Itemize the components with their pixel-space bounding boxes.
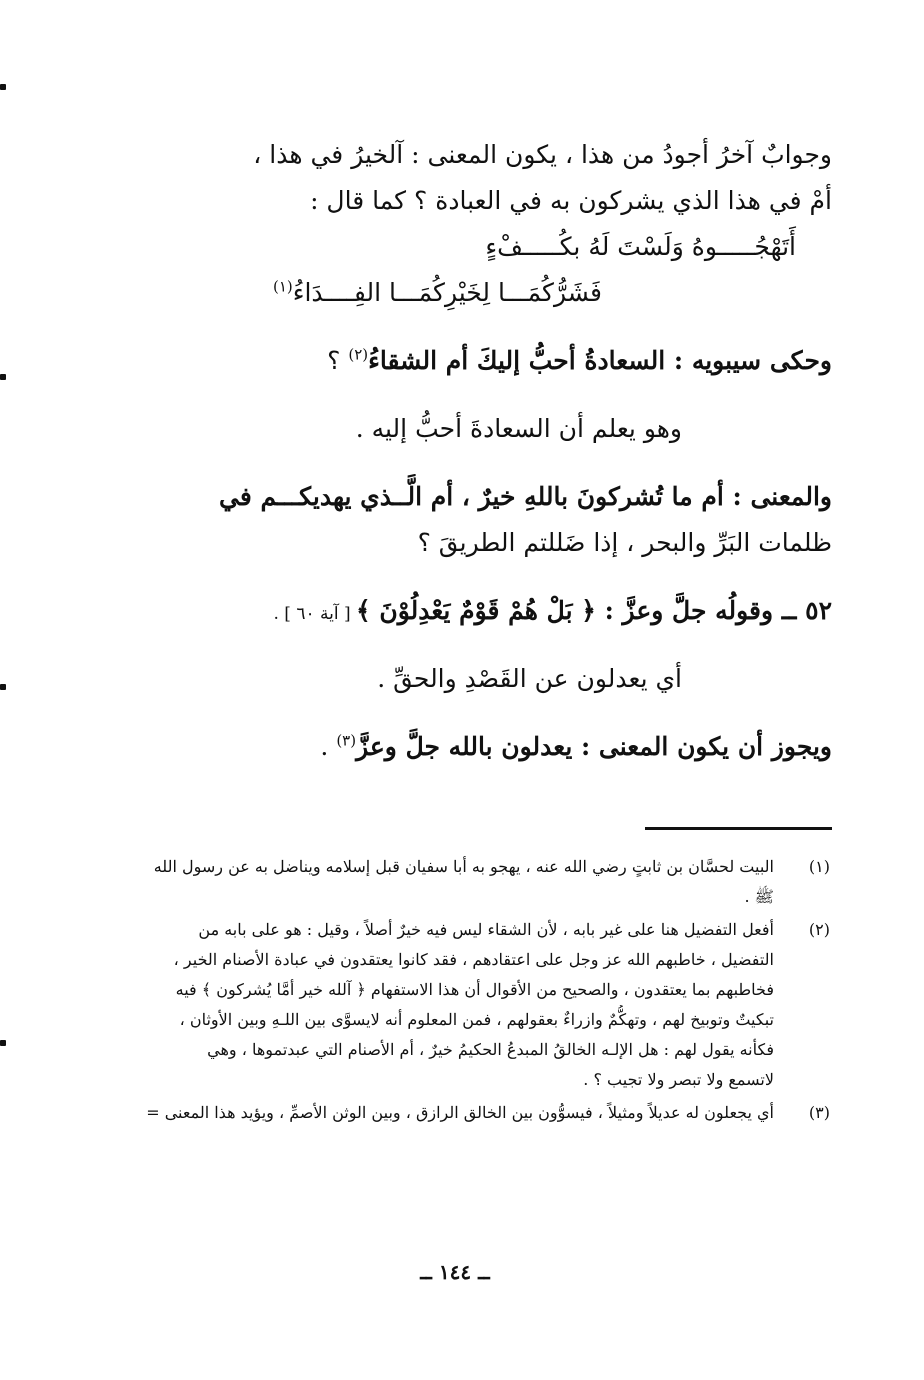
- text-line-10: أي يعدلون عن القَصْدِ والحقِّ .: [377, 664, 682, 693]
- line-11-text: ويجوز أن يكون المعنى : يعدلون بالله جلَّ وعزَّ: [356, 732, 832, 761]
- footnote-number: (٢): [808, 920, 830, 939]
- footnote-ref-3[interactable]: (٣): [336, 731, 357, 750]
- footnotes: [66, 852, 830, 1131]
- quran-quote: ﴿ بَلْ هُمْ قَوْمٌ يَعْدِلُوْنَ ﴾: [356, 596, 596, 625]
- footnote-2: [66, 915, 830, 1095]
- main-text: [72, 132, 832, 770]
- poem-verse-2-text: فَشَرُّكُمَـــا لِخَيْرِكُمَـــا الفِــــدَاءُ: [292, 278, 602, 307]
- footnote-line: فخاطبهم بما يعتقدون ، والصحيح من الأقوال أن هذا الاستفهام ﴿ آلله خير أمَّا يُشركون ﴾ فيه: [175, 980, 774, 999]
- sibawayh-text: وحكى سيبويه : السعادةُ أحبُّ إليكَ أم الشقاءُ: [368, 346, 832, 375]
- text-line-11: [72, 724, 832, 770]
- footnote-1: [66, 852, 830, 912]
- page-number: ــ ١٤٤ ــ: [420, 1260, 490, 1284]
- verse-52-line: [72, 588, 832, 634]
- footnote-line: التفضيل ، خاطبهم الله عز وجل على اعتقادهم ، فقد كانوا يعتقدون في عبادة الأصنام الخير ،: [173, 950, 774, 969]
- line-11-end: .: [320, 732, 337, 761]
- verse-52-lead: ٥٢ ــ وقولُه جلَّ وعزَّ :: [595, 596, 832, 625]
- footnote-separator: [645, 827, 832, 830]
- footnote-number: (١): [808, 857, 830, 876]
- footnote-line: البيت لحسَّان بن ثابتٍ رضي الله عنه ، يهجو به أبا سفيان قبل إسلامه ويناضل به عن رسول الله: [153, 857, 774, 876]
- footnote-3: [66, 1098, 830, 1128]
- margin-mark-middle: [0, 374, 6, 380]
- footnote-number: (٣): [808, 1103, 830, 1122]
- footnote-line: أي يجعلون له عديلاً ومثيلاً ، فيسوُّون بين الخالق الرازق ، وبين الوثن الأصمِّ ، ويؤيد هذا المعنى =: [146, 1103, 774, 1122]
- text-line-1: وجوابٌ آخرُ أجودُ من هذا ، يكون المعنى : آلخيرُ في هذا ،: [253, 140, 832, 169]
- footnote-ref-2[interactable]: (٢): [348, 345, 369, 364]
- margin-mark-bottom: [0, 1040, 6, 1046]
- footnote-line: لاتسمع ولا تبصر ولا تجيب ؟ .: [583, 1070, 774, 1089]
- poem-verse-2: [72, 270, 832, 316]
- text-line-2: أمْ في هذا الذي يشركون به في العبادة ؟ كما قال :: [310, 186, 832, 215]
- footnote-line: فكأنه يقول لهم : هل الإلـه الخالقُ المبدعُ الحكيمُ خيرٌ ، أم الأصنام التي عبدتموها ، وهي: [207, 1040, 774, 1059]
- footnote-ref-1[interactable]: (١): [272, 277, 293, 296]
- margin-mark-lower: [0, 684, 6, 690]
- margin-mark-top: [0, 84, 6, 90]
- sibawayh-end: ؟: [327, 346, 349, 375]
- text-line-sibawayh: [72, 338, 832, 384]
- text-line-6: وهو يعلم أن السعادةَ أحبُّ إليه .: [355, 414, 682, 443]
- footnote-line: أفعل التفضيل هنا على غير بابه ، لأن الشقاء ليس فيه خيرٌ أصلاً ، وقيل : هو على بابه من: [198, 920, 774, 939]
- ayah-reference: [ آية ٦٠ ] .: [273, 604, 356, 624]
- text-line-7: والمعنى : أم ما تُشركونَ باللهِ خيرٌ ، أم الَّــذي يهديكـــم في: [219, 482, 832, 511]
- poem-verse-1: أَتَهْجُـــــوهُ وَلَسْتَ لَهُ بكُـــــفْءٍ: [485, 232, 796, 261]
- footnote-line: تبكيتٌ وتوبيخ لهم ، وتهكُّمٌ وازراءٌ بعقولهم ، فمن المعلوم أنه لايسوَّى بين اللـهِ وبين الأوثان ،: [179, 1010, 774, 1029]
- footnote-line: ﷺ .: [744, 887, 774, 906]
- text-line-8: ظلمات البَرِّ والبحر ، إذا ضَللتم الطريقَ ؟: [417, 528, 832, 557]
